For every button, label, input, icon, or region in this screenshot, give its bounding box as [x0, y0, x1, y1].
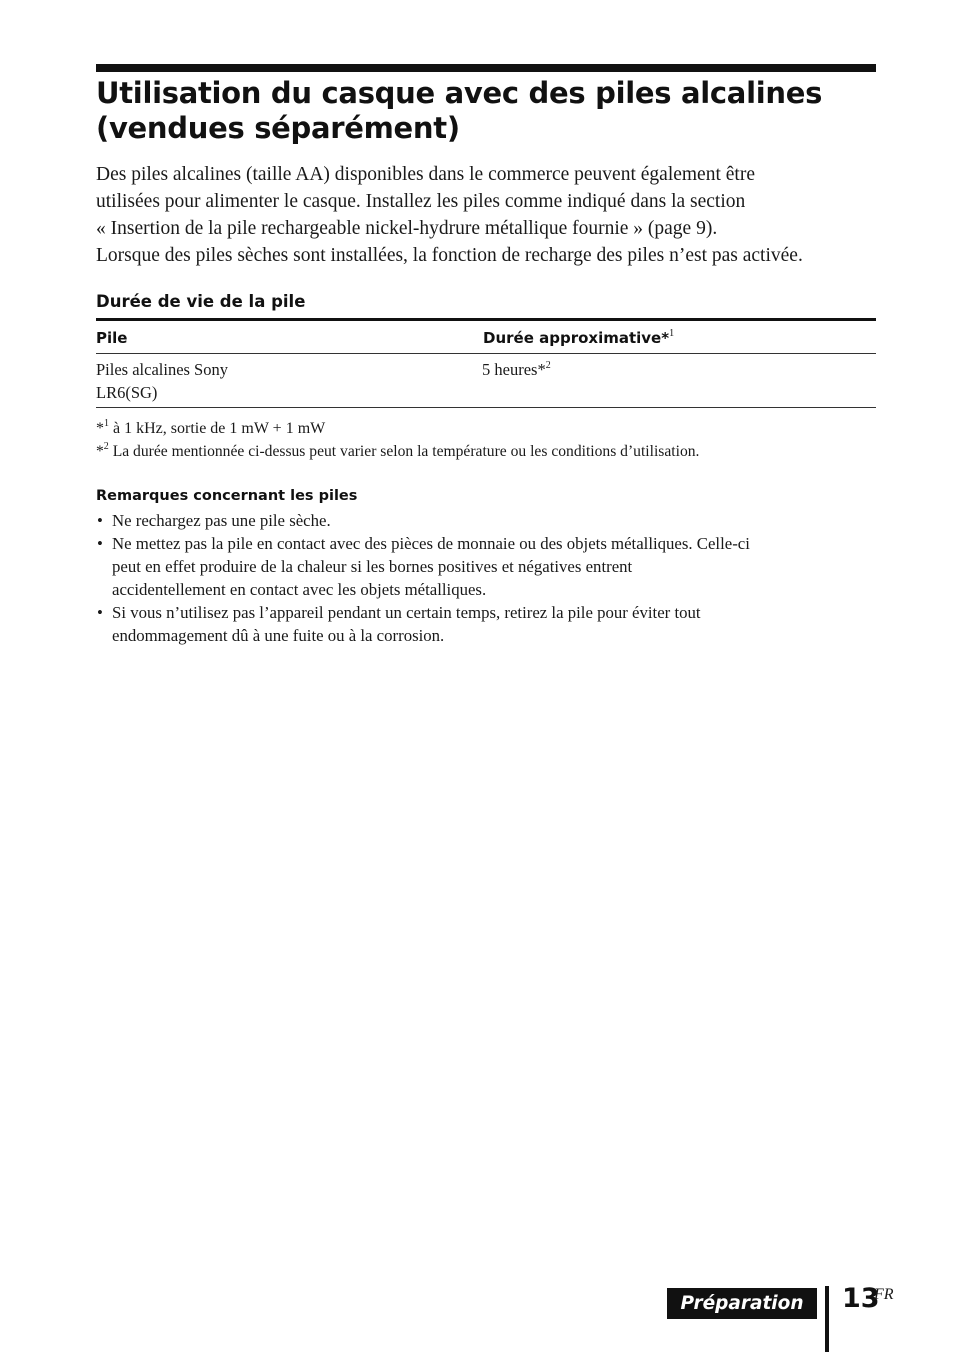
battery-life-heading: Durée de vie de la pile: [96, 292, 306, 311]
column-header-duree-label: Durée approximative*: [483, 329, 670, 347]
intro-paragraph: [96, 161, 881, 269]
table-cell-duree: [482, 358, 551, 381]
footnote-text: La durée mentionnée ci-dessus peut varier selon la température ou les conditions d’utilisation.: [108, 443, 700, 460]
footnote-ref-1: 1: [669, 328, 675, 339]
footnote-number: 1: [104, 417, 109, 429]
column-header-duree: [483, 327, 674, 349]
remarks-list: [96, 509, 886, 647]
column-header-pile: Pile: [96, 329, 128, 347]
section-tab: Préparation: [667, 1288, 817, 1319]
table-header-rule: [96, 353, 876, 354]
footnote-2: [96, 441, 699, 463]
page-title: Utilisation du casque avec des piles alcalines (vendues séparément): [96, 76, 823, 145]
table-cell-duree-value: 5 heures*: [482, 360, 546, 379]
intro-line: Lorsque des piles sèches sont installées, la fonction de recharge des piles n’est pas activée.: [96, 245, 803, 266]
remarks-heading: Remarques concernant les piles: [96, 488, 358, 504]
intro-line: « Insertion de la pile rechargeable nickel-hydrure métallique fournie » (page 9).: [96, 218, 718, 239]
table-bottom-rule: [96, 407, 876, 408]
remark-line: accidentellement en contact avec les objets métalliques.: [112, 580, 487, 599]
list-item: [96, 601, 886, 647]
title-top-rule: [96, 64, 876, 72]
table-cell-pile-line: Piles alcalines Sony: [96, 360, 228, 379]
remark-line: peut en effet produire de la chaleur si les bornes positives et négatives entrent: [112, 557, 633, 576]
footer-vertical-rule: [825, 1286, 829, 1352]
footnote-text: à 1 kHz, sortie de 1 mW + 1 mW: [109, 420, 326, 437]
list-item: [96, 532, 886, 601]
footnote-number: 2: [103, 440, 109, 452]
page-language-suffix: FR: [874, 1286, 894, 1303]
table-top-rule: [96, 318, 876, 321]
intro-line: Des piles alcalines (taille AA) disponibles dans le commerce peuvent également être: [96, 164, 755, 185]
bullet-glyph: •: [97, 511, 103, 530]
footnote-mark: *: [96, 420, 104, 437]
list-item: [96, 509, 886, 532]
remark-line: Ne rechargez pas une pile sèche.: [112, 511, 331, 530]
page-number: 13: [842, 1283, 880, 1314]
remark-line: Si vous n’utilisez pas l’appareil pendant un certain temps, retirez la pile pour éviter tout: [112, 603, 701, 622]
footnote-1: [96, 418, 325, 440]
table-cell-pile: [96, 358, 228, 404]
footnote-mark: *: [96, 443, 104, 460]
table-cell-pile-line: LR6(SG): [96, 383, 158, 402]
remark-line: endommagement dû à une fuite ou à la corrosion.: [112, 626, 445, 645]
intro-line: utilisées pour alimenter le casque. Installez les piles comme indiqué dans la section: [96, 191, 746, 212]
bullet-glyph: •: [97, 534, 103, 553]
bullet-glyph: •: [97, 603, 103, 622]
remark-line: Ne mettez pas la pile en contact avec des pièces de monnaie ou des objets métalliques. Celle-ci: [112, 534, 750, 553]
footnote-ref-2: 2: [545, 359, 551, 371]
